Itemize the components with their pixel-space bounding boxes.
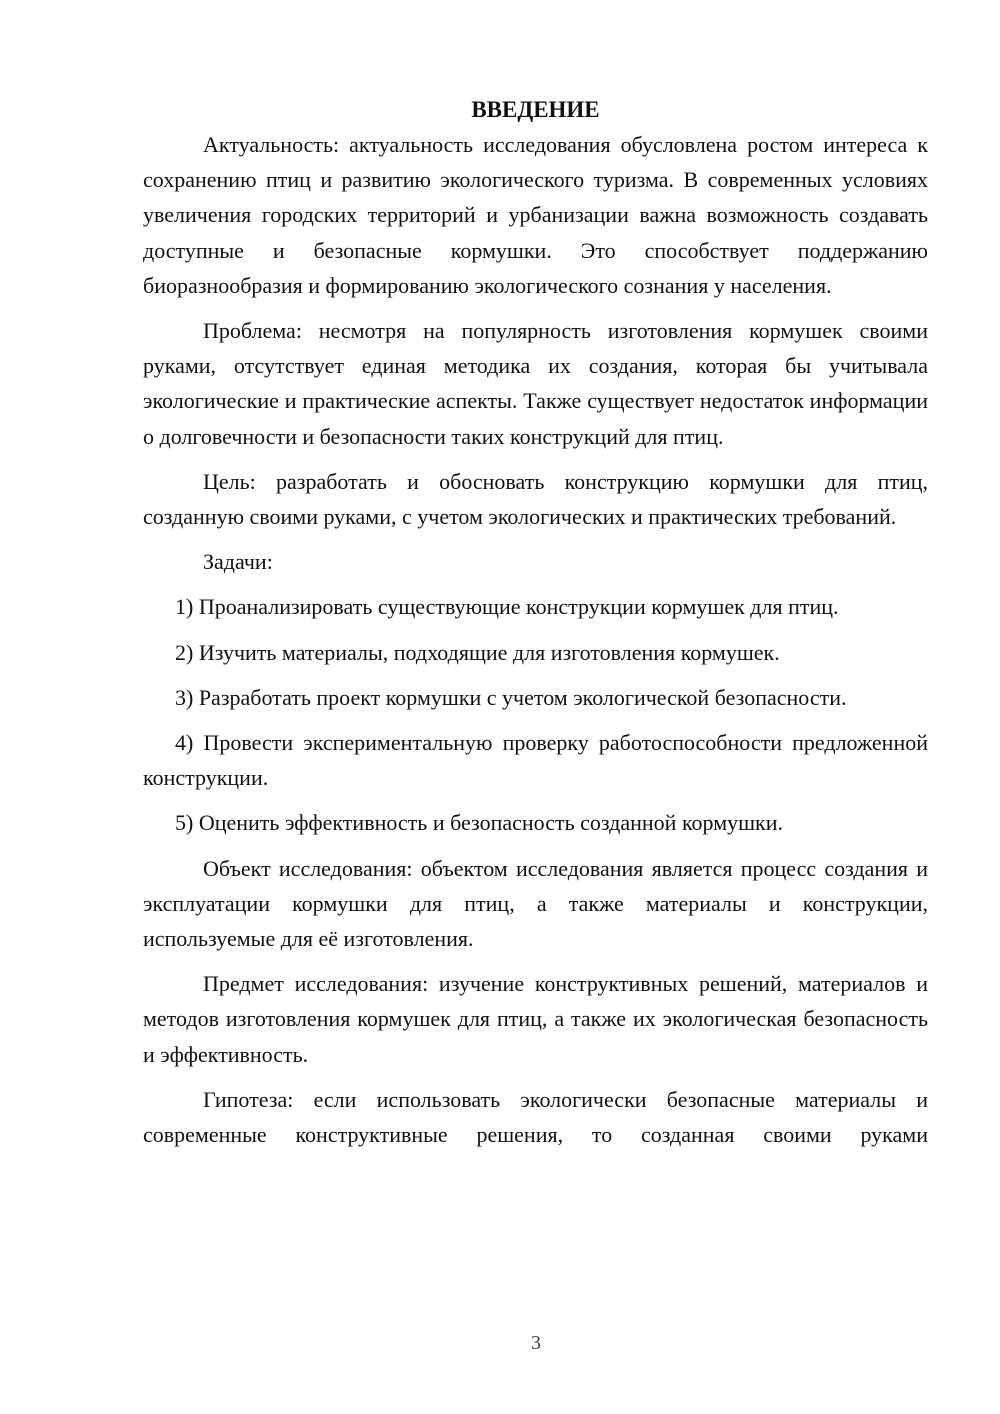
task-item-2: 2) Изучить материалы, подходящие для изготовления кормушек. (175, 639, 780, 665)
task-item-3: 3) Разработать проект кормушки с учетом экологической безопасности. (175, 684, 847, 710)
paragraph-tasks-label: Задачи: (203, 549, 273, 575)
paragraph-subject: Предмет исследования: изучение конструктивных решений, материалов и методов изготовления кормушек для птиц, а также их экологическая безопасность и эффективность. (143, 971, 928, 1067)
task-item-4: 4) Провести экспериментальную проверку работоспособности предложенной конструкции. (143, 730, 928, 791)
task-item-5: 5) Оценить эффективность и безопасность созданной кормушки. (175, 810, 784, 836)
task-item-1: 1) Проанализировать существующие конструкции кормушек для птиц. (175, 594, 839, 620)
page-title: ВВЕДЕНИЕ (471, 97, 600, 122)
paragraph-object: Объект исследования: объектом исследования является процесс создания и эксплуатации кормушки для птиц, а также материалы и конструкции, используемые для её изготовления. (143, 855, 928, 952)
page-number: 3 (531, 1332, 541, 1354)
paragraph-relevance: Актуальность: актуальность исследования обусловлена ростом интереса к сохранению птиц и развитию экологического туризма. В современных условиях увеличения городских территорий и урбанизации важна возможность создавать доступные и безопасные кормушки. Это способствует поддержанию биоразнообразия и формированию экологического сознания у населения. (143, 132, 928, 298)
paragraph-goal: Цель: разработать и обосновать конструкцию кормушки для птиц, созданную своими руками, с учетом экологических и практических требований. (143, 468, 928, 530)
paragraph-hypothesis: Гипотеза: если использовать экологически безопасные материалы и современные конструктивные решения, то созданная своими руками (143, 1086, 928, 1148)
document-page (143, 92, 928, 1162)
paragraph-problem: Проблема: несмотря на популярность изготовления кормушек своими руками, отсутствует единая методика их создания, которая бы учитывала экологические и практические аспекты. Также существует недостаток информации о долговечности и безопасности таких конструкций для птиц. (143, 318, 928, 449)
